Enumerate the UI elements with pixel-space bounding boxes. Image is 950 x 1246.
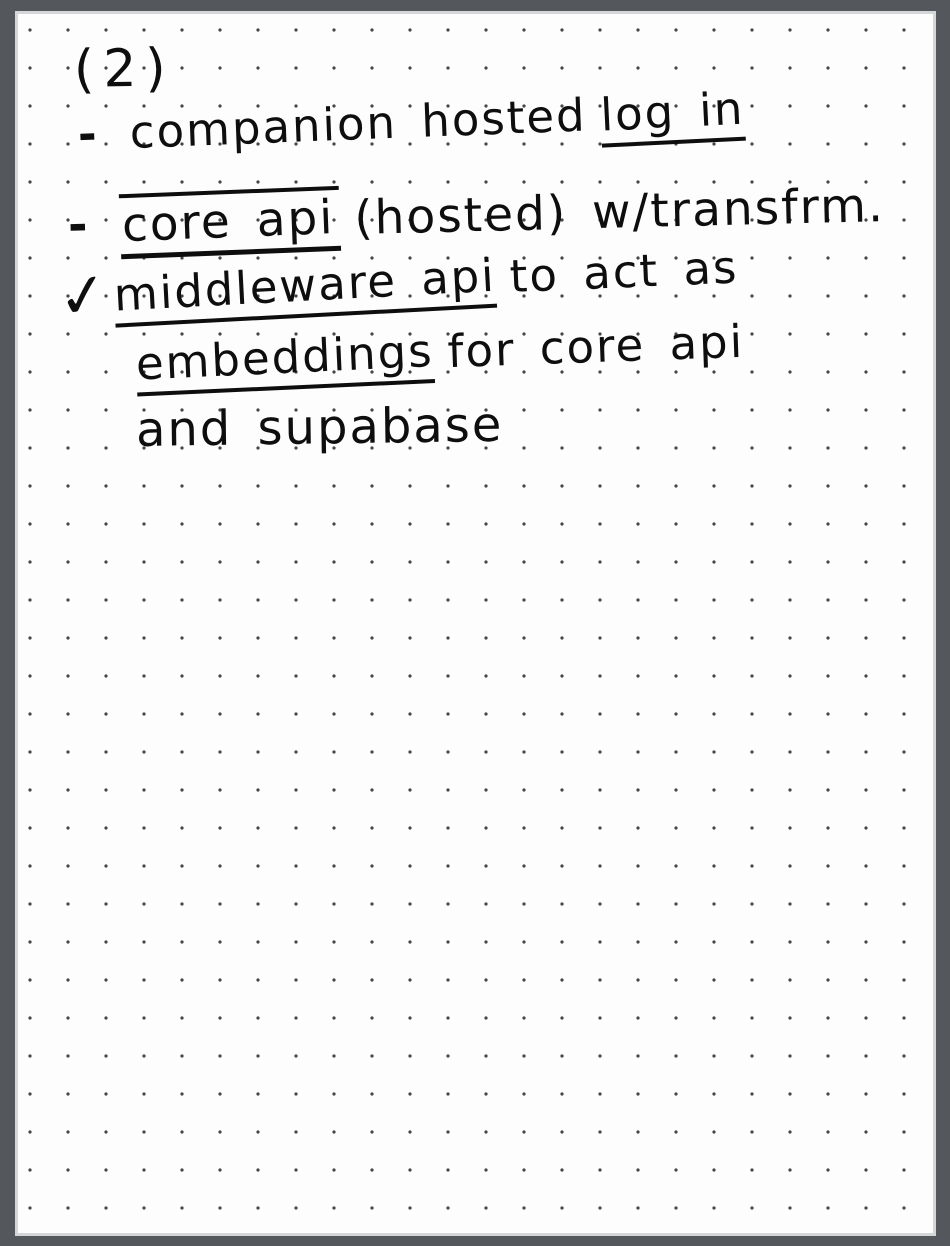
note-line-supabase [135, 396, 504, 458]
underlined-text-log-in: log in [599, 84, 746, 147]
note-line-embeddings [134, 314, 745, 395]
text-segment: companion hosted [128, 88, 588, 159]
note-page[interactable] [18, 14, 933, 1233]
underlined-text-middleware-api: middleware api [113, 251, 498, 327]
note-line-companion [76, 81, 746, 166]
heading-text: (2) [73, 38, 176, 100]
page-number-heading [74, 40, 176, 99]
underlined-text-embeddings: embeddings [135, 326, 435, 396]
checkmark-icon: ✓ [53, 257, 116, 335]
bullet-dash-icon: - [76, 107, 100, 161]
bullet-dash-icon: - [67, 197, 91, 253]
text-segment: for core api [446, 314, 745, 379]
text-segment: to act as [508, 240, 740, 304]
ruled-text-core-api: core api [119, 186, 342, 259]
text-segment: and supabase [135, 396, 504, 458]
text-segment: (hosted) w/transfrm. [353, 178, 886, 246]
